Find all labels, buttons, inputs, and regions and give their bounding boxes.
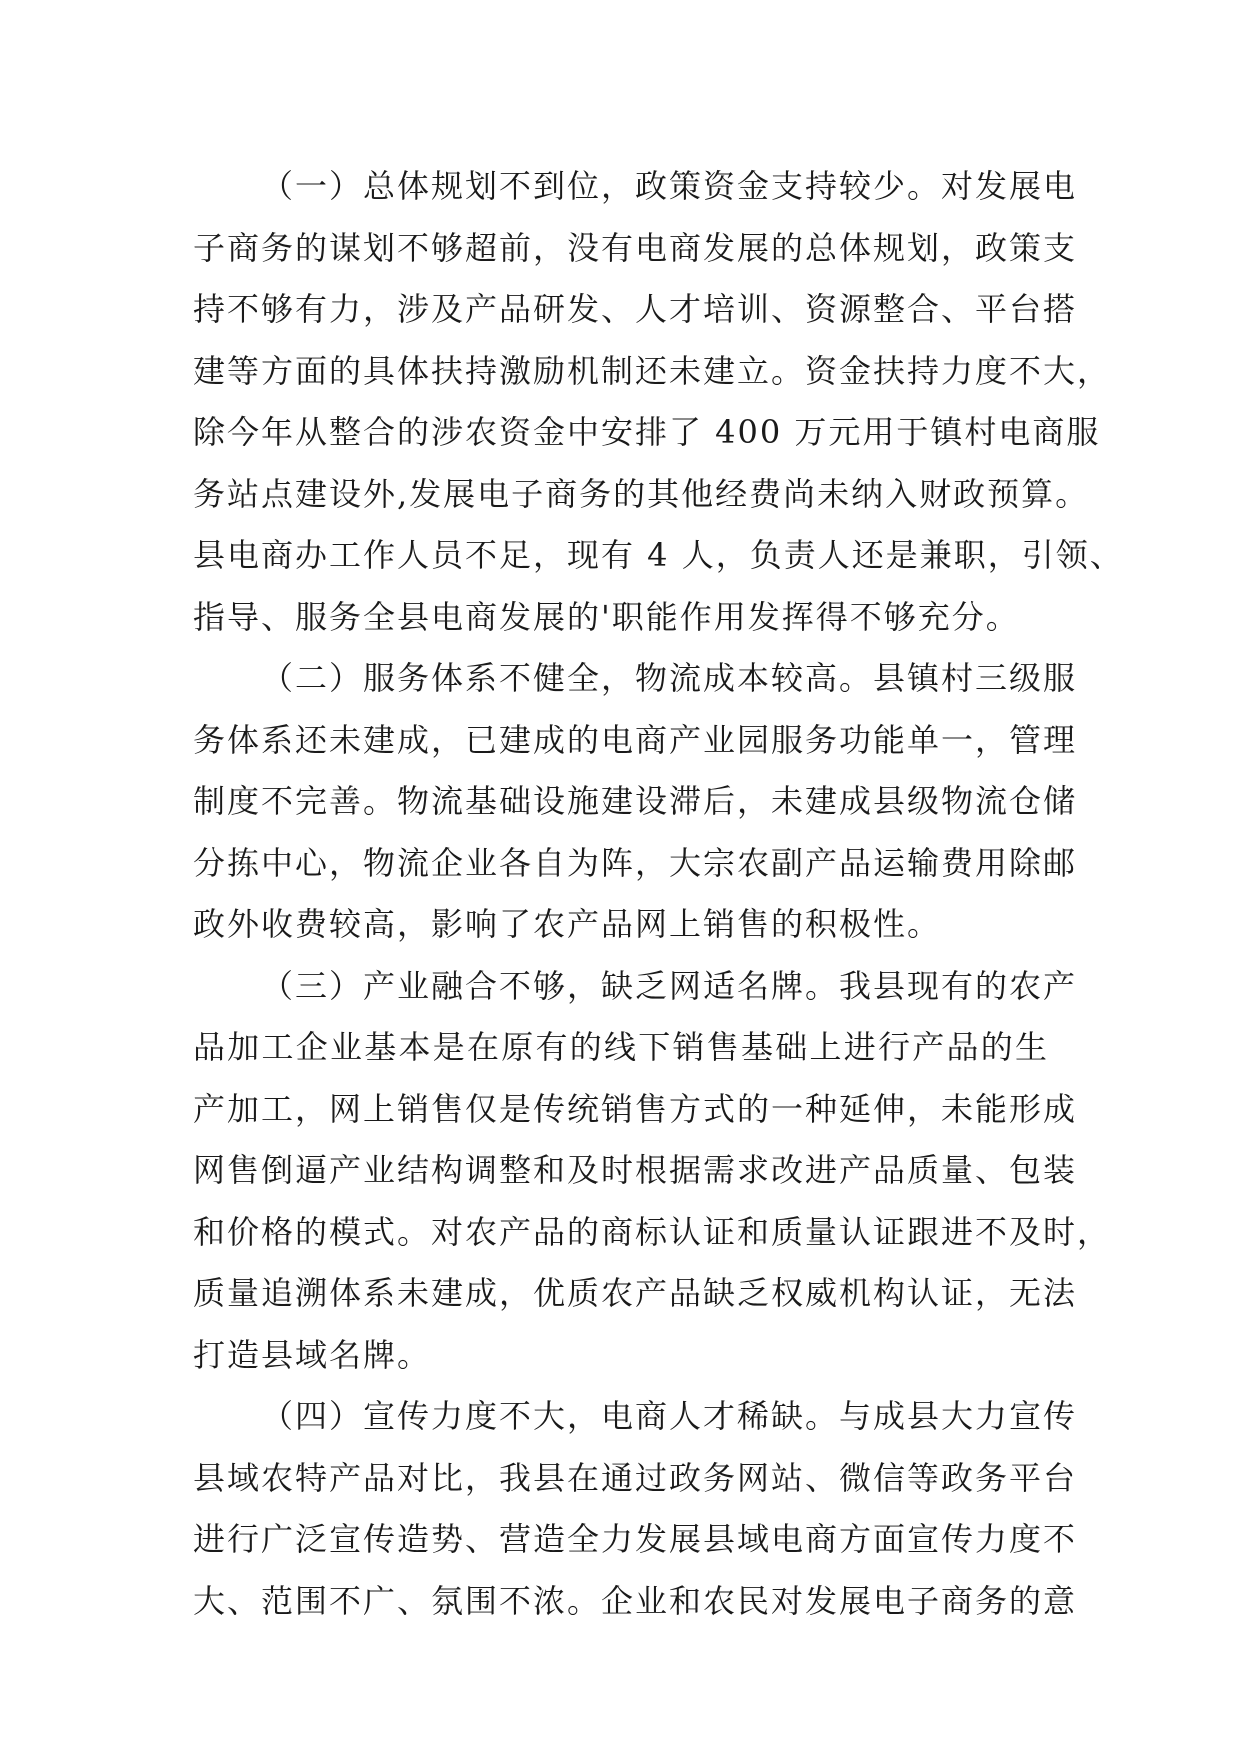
text-line: 子商务的谋划不够超前，没有电商发展的总体规划，政策支 xyxy=(193,228,1078,267)
text-line: 除今年从整合的涉农资金中安排了 400 万元用于镇村电商服 xyxy=(193,413,1101,451)
paragraph-3 xyxy=(193,956,1112,1387)
text-line: 分拣中心，物流企业各自为阵，大宗农副产品运输费用除邮 xyxy=(193,843,1078,882)
text-line: （三）产业融合不够，缺乏网适名牌。我县现有的农产 xyxy=(261,966,1078,1005)
paragraph-1 xyxy=(193,156,1124,648)
text-line: 打造县域名牌。 xyxy=(193,1335,432,1374)
paragraph-2 xyxy=(193,648,1078,956)
text-line: 持不够有力，涉及产品研发、人才培训、资源整合、平台搭 xyxy=(193,290,1078,328)
text-line: 务体系还未建成，已建成的电商产业园服务功能单一，管理 xyxy=(193,720,1078,759)
text-line: 指导、服务全县电商发展的'职能作用发挥得不够充分。 xyxy=(193,597,1020,636)
text-line: （一）总体规划不到位，政策资金支持较少。对发展电 xyxy=(261,167,1078,205)
text-line: 网售倒逼产业结构调整和及时根据需求改进产品质量、包装 xyxy=(193,1151,1078,1189)
text-line: 质量追溯体系未建成，优质农产品缺乏权威机构认证，无法 xyxy=(193,1274,1078,1312)
text-line: 进行广泛宣传造势、营造全力发展县域电商方面宣传力度不 xyxy=(193,1520,1078,1558)
text-line: 和价格的模式。对农产品的商标认证和质量认证跟进不及时， xyxy=(193,1212,1112,1251)
text-line: 政外收费较高，影响了农产品网上销售的积极性。 xyxy=(193,905,942,943)
text-line: 大、范围不广、氛围不浓。企业和农民对发展电子商务的意 xyxy=(193,1581,1078,1620)
text-line: 制度不完善。物流基础设施建设滞后，未建成县级物流仓储 xyxy=(193,782,1078,820)
text-line: 建等方面的具体扶持激励机制还未建立。资金扶持力度不大， xyxy=(193,351,1112,390)
text-line: 县域农特产品对比，我县在通过政务网站、微信等政务平台 xyxy=(193,1458,1078,1497)
text-line: 产加工，网上销售仅是传统销售方式的一种延伸，未能形成 xyxy=(193,1089,1078,1128)
paragraph-4 xyxy=(193,1386,1078,1632)
document-body xyxy=(193,156,1124,1632)
text-line: 县电商办工作人员不足，现有 4 人，负责人还是兼职，引领、 xyxy=(193,536,1124,574)
text-line: （二）服务体系不健全，物流成本较高。县镇村三级服 xyxy=(261,659,1078,697)
text-line: 品加工企业基本是在原有的线下销售基础上进行产品的生 xyxy=(193,1028,1049,1066)
text-line: （四）宣传力度不大，电商人才稀缺。与成县大力宣传 xyxy=(261,1397,1078,1435)
text-line: 务站点建设外,发展电子商务的其他经费尚未纳入财政预算。 xyxy=(193,474,1090,513)
